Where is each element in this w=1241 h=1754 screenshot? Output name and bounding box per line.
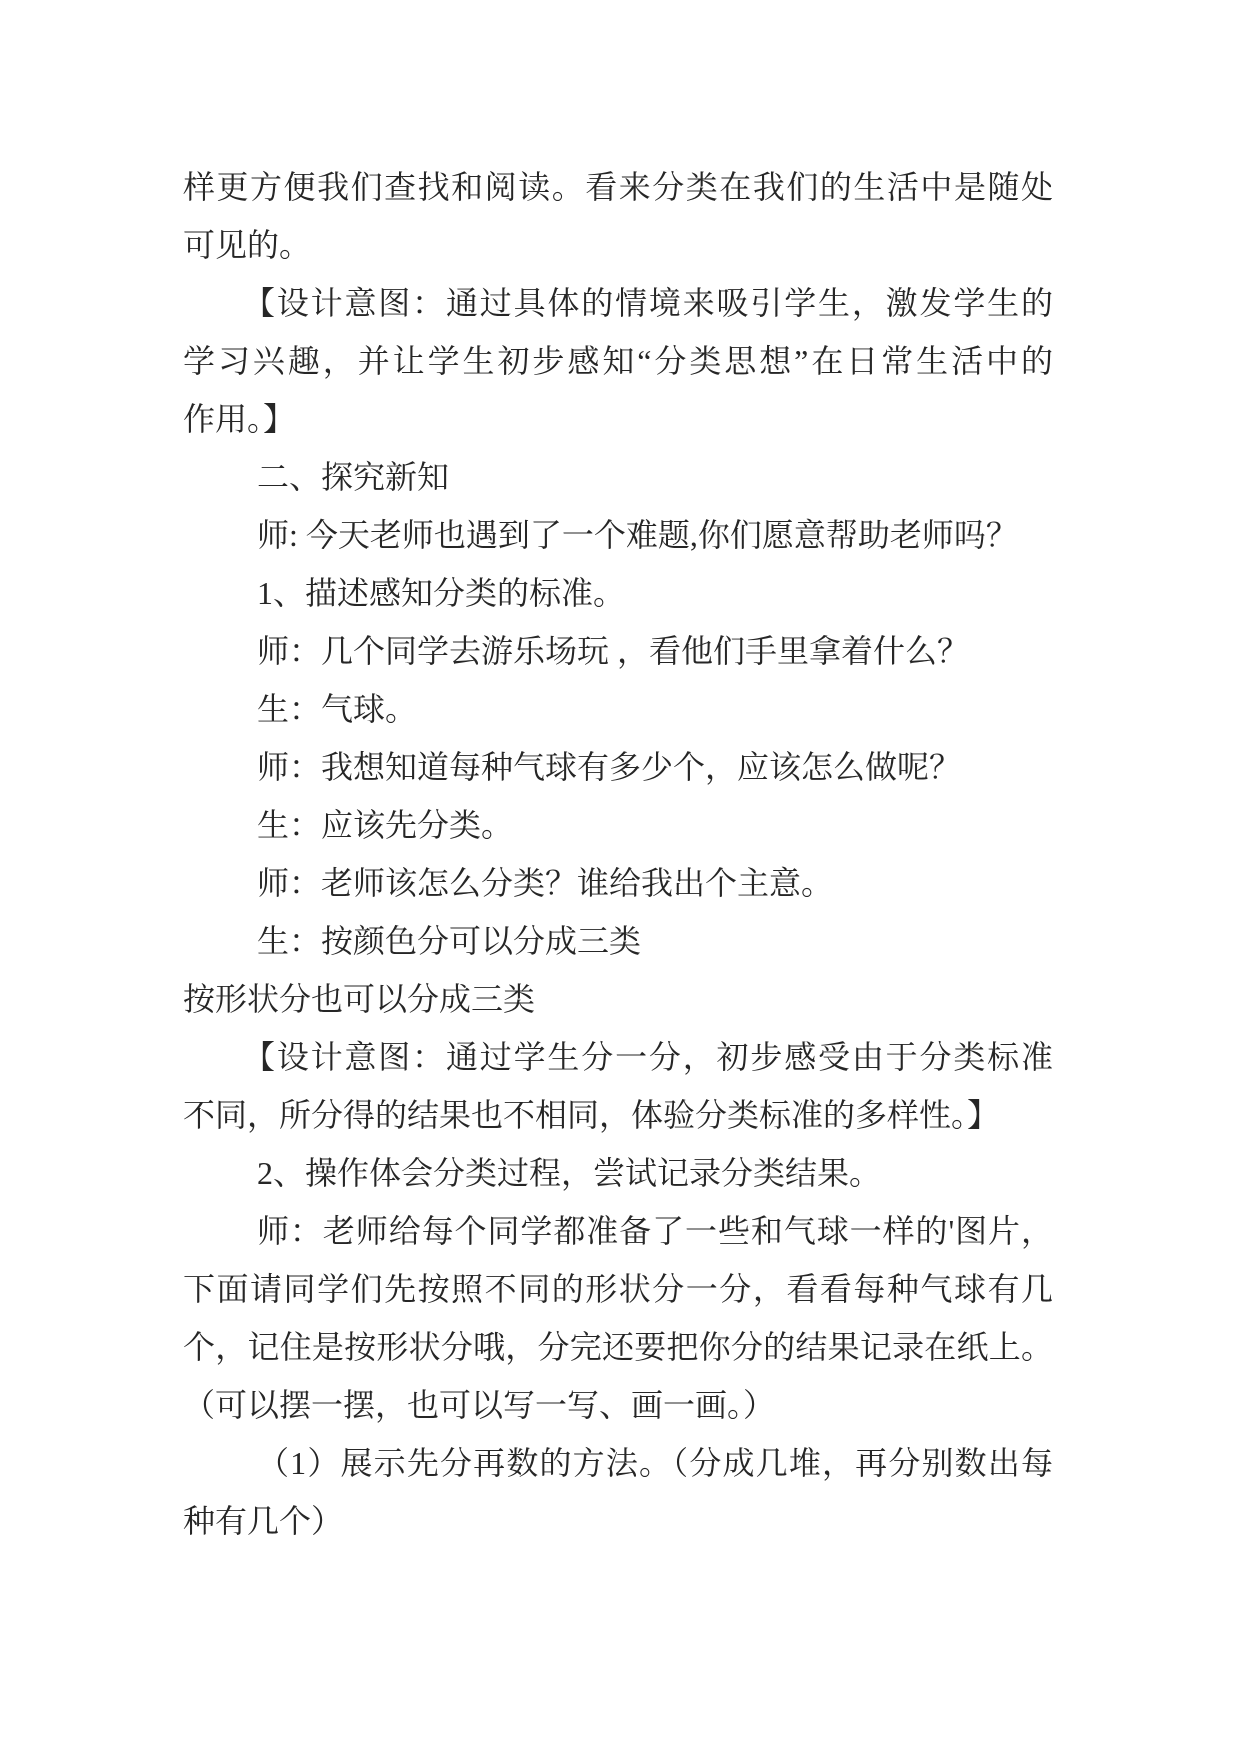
text-line: 师：几个同学去游乐场玩 ，看他们手里拿着什么？ xyxy=(257,633,970,669)
text-line: 生：应该先分类。 xyxy=(257,807,514,843)
text-line: 师：老师该怎么分类？谁给我出个主意。 xyxy=(257,865,834,901)
text-line: 师：老师给每个同学都准备了一些和气球一样的'图片， xyxy=(257,1213,1053,1249)
text-line: 【设计意图：通过学生分一分，初步感受由于分类标准 xyxy=(243,1039,1053,1075)
text-line: 按形状分也可以分成三类 xyxy=(183,981,536,1017)
text-line: 样更方便我们查找和阅读。看来分类在我们的生活中是随处 xyxy=(183,169,1053,205)
text-line: 【设计意图：通过具体的情境来吸引学生，激发学生的 xyxy=(243,285,1053,321)
text-line: 生：按颜色分可以分成三类 xyxy=(257,923,642,959)
text-line: 二、探究新知 xyxy=(257,459,450,495)
text-line: （可以摆一摆，也可以写一写、画一画。） xyxy=(183,1387,776,1423)
text-line: 师：我想知道每种气球有多少个，应该怎么做呢？ xyxy=(257,749,962,785)
text-line: 2、操作体会分类过程，尝试记录分类结果。 xyxy=(257,1155,882,1191)
text-line: 师: 今天老师也遇到了一个难题,你们愿意帮助老师吗？ xyxy=(257,517,1018,553)
text-line: 学习兴趣，并让学生初步感知“分类思想”在日常生活中的 xyxy=(183,343,1053,379)
text-line: 1、描述感知分类的标准。 xyxy=(257,575,626,611)
text-line: 下面请同学们先按照不同的形状分一分，看看每种气球有几 xyxy=(183,1271,1053,1307)
text-line: 生：气球。 xyxy=(257,691,418,727)
text-line: （1）展示先分再数的方法。（分成几堆，再分别数出每 xyxy=(257,1445,1053,1481)
text-line: 作用。】 xyxy=(183,401,296,437)
text-line: 不同，所分得的结果也不相同，体验分类标准的多样性。】 xyxy=(183,1097,1000,1133)
text-line: 种有几个） xyxy=(183,1503,344,1539)
text-line: 可见的。 xyxy=(183,227,312,263)
text-line: 个，记住是按形状分哦，分完还要把你分的结果记录在纸上。 xyxy=(183,1329,1053,1365)
